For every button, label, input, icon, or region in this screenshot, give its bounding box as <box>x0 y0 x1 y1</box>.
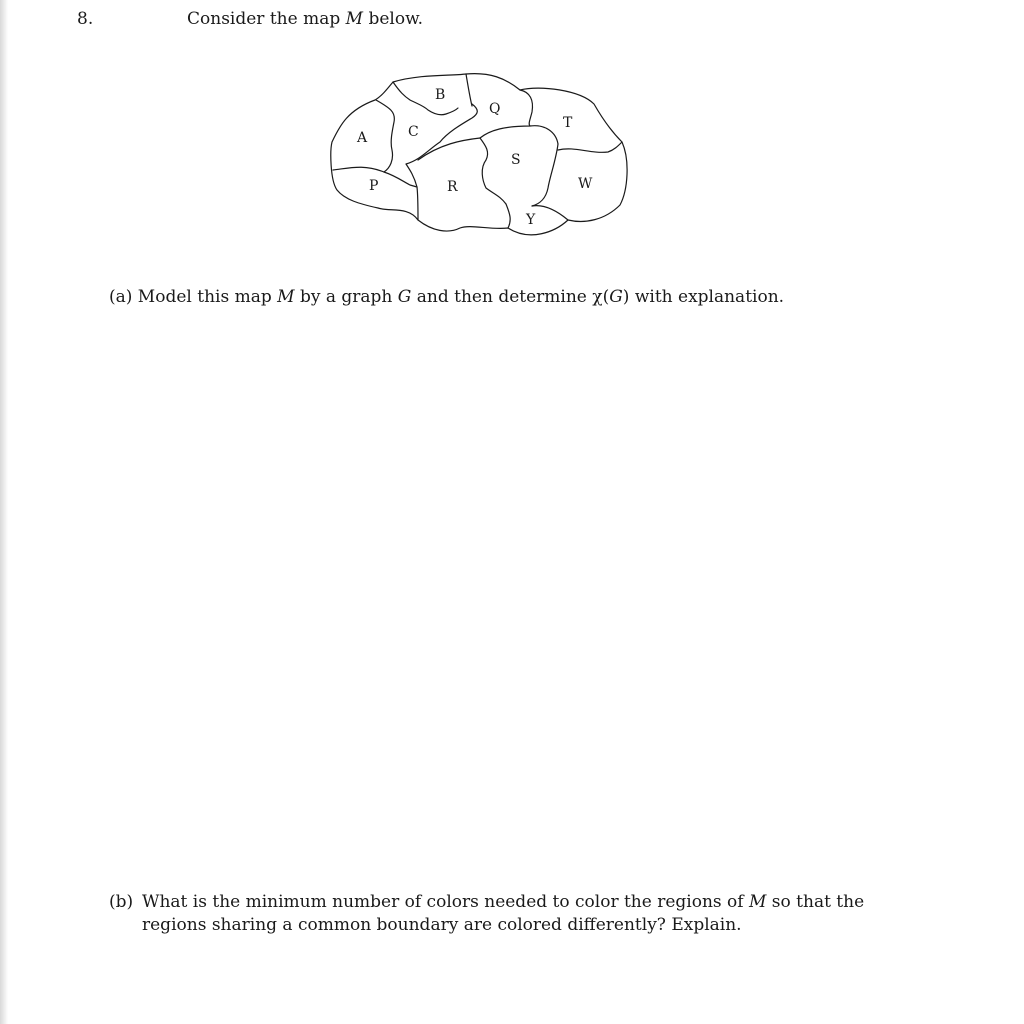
intro-text-after: below. <box>363 9 424 29</box>
part-a-variable-g2: G <box>609 287 623 307</box>
question-part-b <box>109 891 929 937</box>
part-a-text-4: ) with explanation. <box>622 287 785 307</box>
region-label-s: S <box>511 152 521 168</box>
boundary-c-b <box>393 82 458 115</box>
boundary-t-w <box>558 142 622 152</box>
boundary-a-p <box>333 167 384 172</box>
intro-variable-m: M <box>345 9 364 29</box>
question-part-a <box>109 287 784 307</box>
region-label-w: W <box>578 176 593 192</box>
boundary-q-s <box>480 126 558 144</box>
region-label-y: Y <box>526 212 536 228</box>
map-figure <box>320 66 640 241</box>
region-label-q: Q <box>489 101 501 117</box>
region-label-p: P <box>369 178 379 194</box>
boundary-r-q <box>418 138 480 160</box>
part-a-variable-m: M <box>277 287 295 307</box>
map-outer-boundary <box>331 74 627 235</box>
part-a-variable-g: G <box>397 287 412 307</box>
boundary-q-t <box>520 90 533 126</box>
page-edge-shadow <box>0 0 8 1024</box>
part-b-variable-m: M <box>748 892 767 912</box>
part-a-text-2: by a graph <box>294 287 398 307</box>
part-a-text-1: Model this map <box>132 287 278 307</box>
intro-text-before: Consider the map <box>187 9 346 29</box>
region-label-r: R <box>447 179 458 195</box>
region-label-a: A <box>357 130 368 146</box>
boundary-b-q <box>466 74 472 106</box>
region-label-b: B <box>435 87 446 103</box>
region-label-t: T <box>563 115 573 131</box>
part-b-text-1: What is the minimum number of colors needed to color the regions of <box>142 892 749 912</box>
part-a-text-3: and then determine <box>411 287 593 307</box>
problem-number: 8. <box>77 9 94 29</box>
part-a-chi-symbol: χ( <box>592 287 610 307</box>
part-b-text <box>142 891 929 937</box>
part-a-label: (a) <box>109 287 133 307</box>
boundary-c-r <box>406 104 477 187</box>
part-b-text-2: so that the regions sharing a common boundary are colored differently? Explain. <box>142 892 865 935</box>
boundary-r-y <box>506 204 510 228</box>
boundary-s-r <box>480 138 506 204</box>
boundary-y-w <box>532 206 568 220</box>
part-b-label: (b) <box>109 892 134 912</box>
boundary-p-r <box>384 172 418 220</box>
problem-intro <box>187 9 423 29</box>
boundary-s-w <box>532 144 558 206</box>
region-label-c: C <box>408 124 419 140</box>
boundary-a-c <box>376 100 394 172</box>
